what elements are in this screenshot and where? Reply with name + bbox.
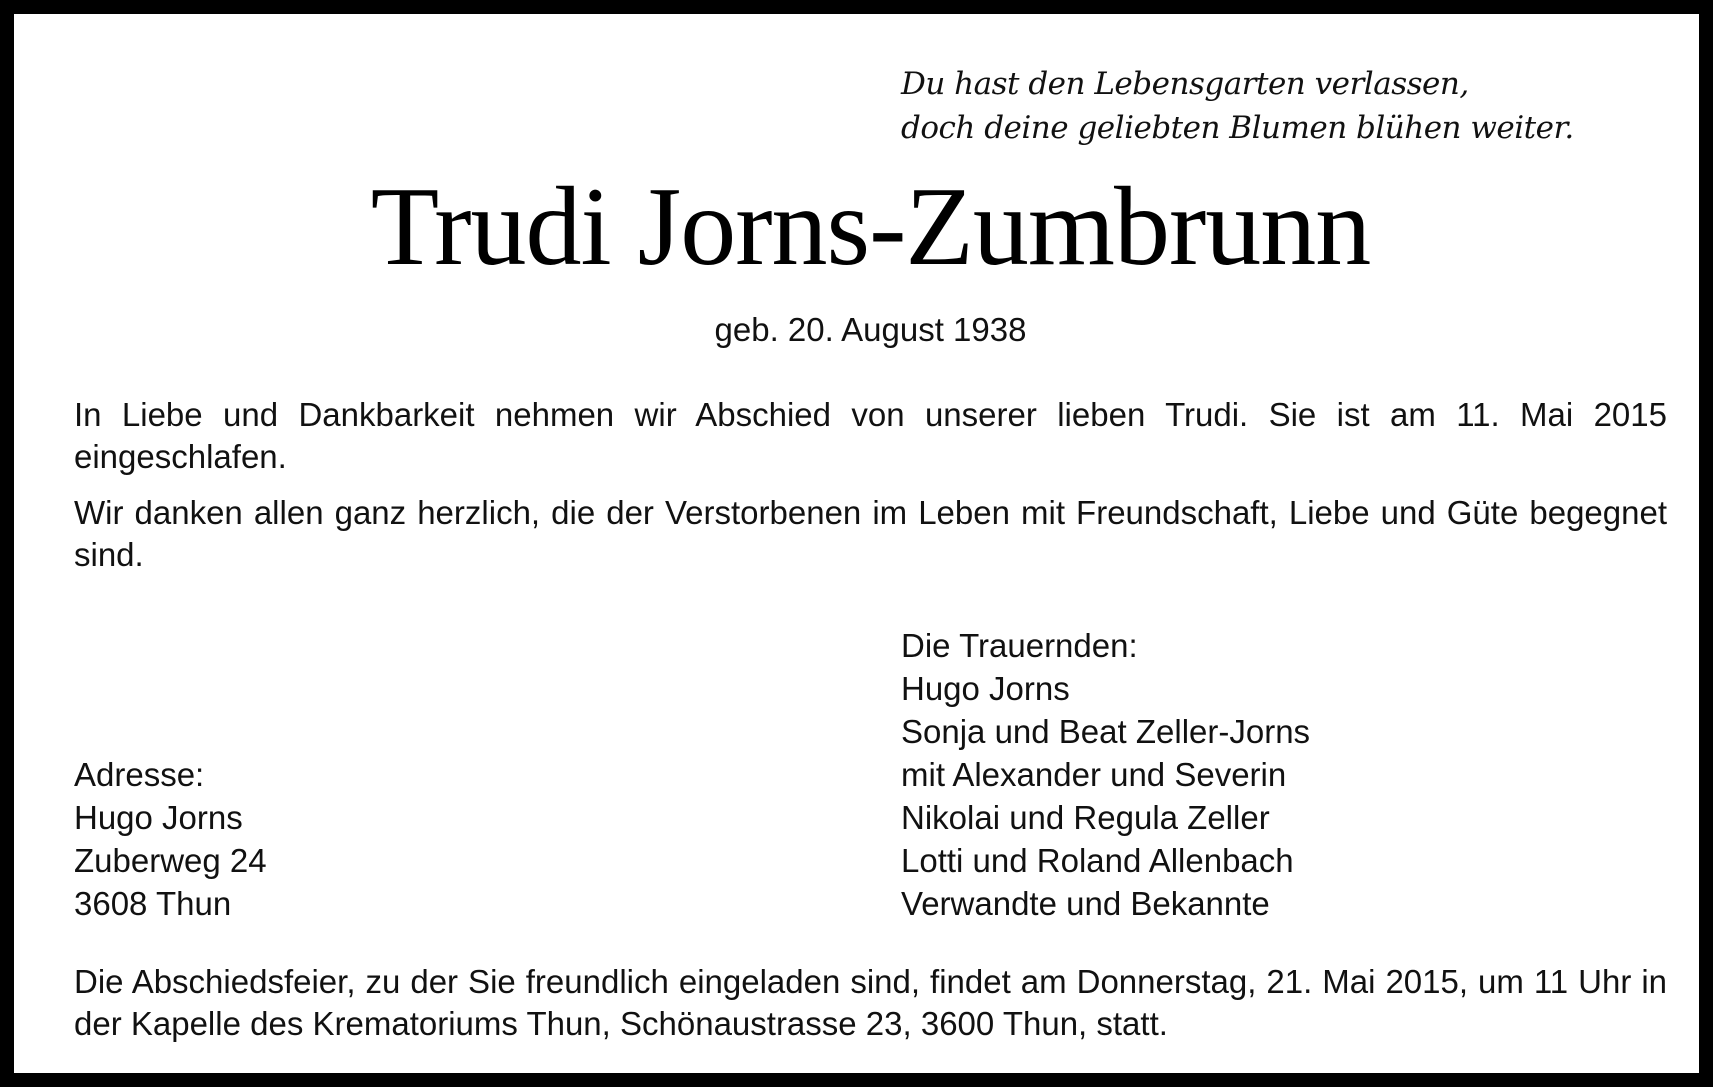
address-block: [74, 753, 267, 925]
address-line: Zuberweg 24: [74, 842, 267, 879]
mourner-line: Nikolai und Regula Zeller: [901, 799, 1270, 836]
mourner-line: Hugo Jorns: [901, 670, 1070, 707]
mourners-heading: Die Trauernden:: [901, 627, 1138, 664]
motto-quote: [901, 62, 1574, 150]
ceremony-paragraph: Die Abschiedsfeier, zu der Sie freundlich eingeladen sind, findet am Donnerstag, 21. Mai 2015, um 11 Uhr in der Kapelle des Krematoriums Thun, Schönaustrasse 23, 3600 Thun, statt.: [74, 963, 1667, 1042]
motto-line-1: Du hast den Lebensgarten verlassen,: [901, 66, 1469, 102]
address-line: 3608 Thun: [74, 885, 232, 922]
mourner-line: Verwandte und Bekannte: [901, 885, 1270, 922]
address-heading: Adresse:: [74, 756, 205, 793]
birth-date: geb. 20. August 1938: [714, 311, 1027, 348]
motto-line-2: doch deine geliebten Blumen blühen weiter.: [901, 110, 1574, 146]
thanks-paragraph: Wir danken allen ganz herzlich, die der Verstorbenen im Leben mit Freundschaft, Liebe und Güte begegnet sind.: [74, 494, 1667, 573]
mourner-line: mit Alexander und Severin: [901, 756, 1287, 793]
farewell-paragraph: In Liebe und Dankbarkeit nehmen wir Abschied von unserer lieben Trudi. Sie ist am 11. Mai 2015 eingeschlafen.: [74, 396, 1667, 475]
address-line: Hugo Jorns: [74, 799, 243, 836]
mourner-line: Lotti und Roland Allenbach: [901, 842, 1294, 879]
deceased-name: Trudi Jorns-Zumbrunn: [370, 165, 1371, 289]
mourner-line: Sonja und Beat Zeller-Jorns: [901, 713, 1311, 750]
mourners-list: [901, 624, 1310, 925]
